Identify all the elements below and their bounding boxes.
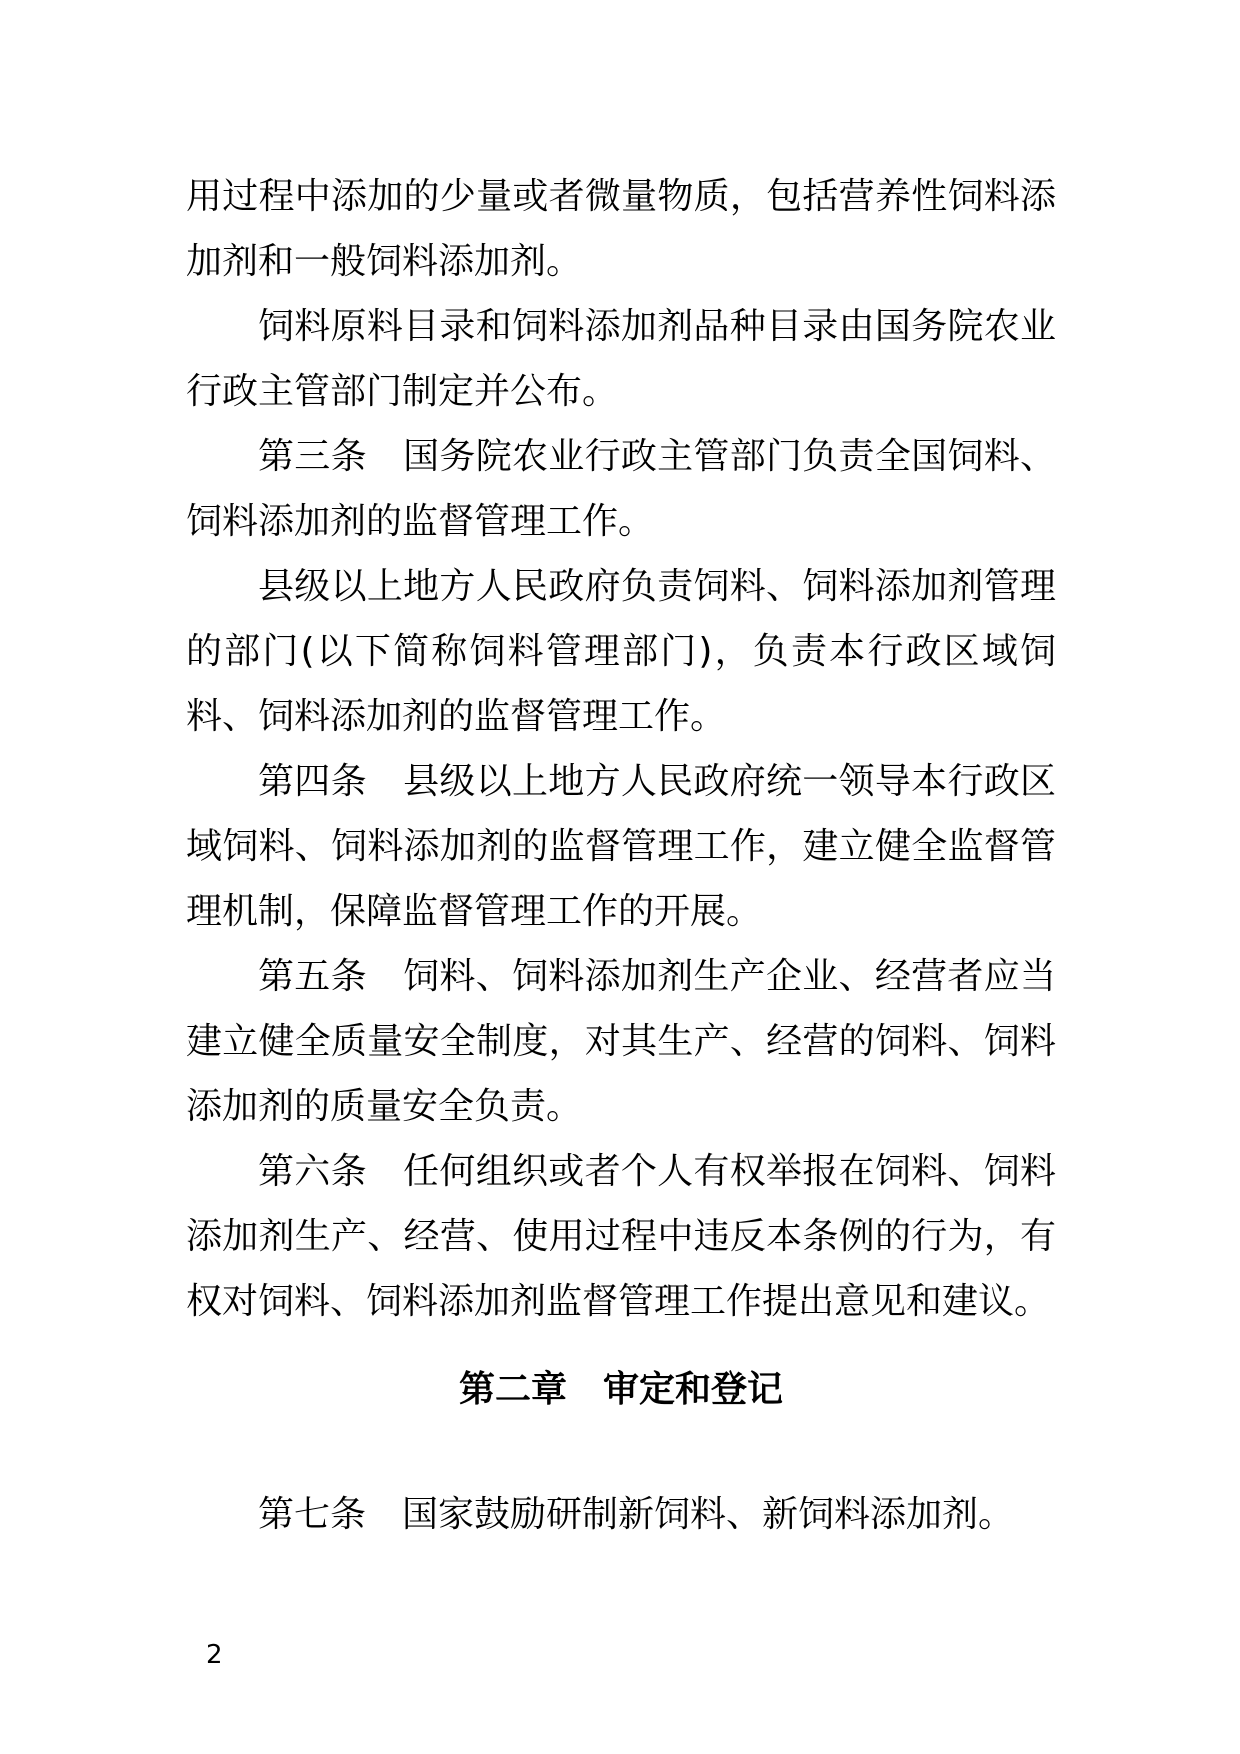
article-5: 第五条 饲料、饲料添加剂生产企业、经营者应当建立健全质量安全制度，对其生产、经营的饲料、饲料添加剂的质量安全负责。 [186,956,1056,1127]
paragraph-1: 用过程中添加的少量或者微量物质，包括营养性饲料添加剂和一般饲料添加剂。 [186,176,1056,282]
document-body [186,164,1056,1547]
article-3: 第三条 国务院农业行政主管部门负责全国饲料、饲料添加剂的监督管理工作。 [186,436,1056,542]
page-number: 2 [206,1640,223,1670]
paragraph-4: 县级以上地方人民政府负责饲料、饲料添加剂管理的部门(以下简称饲料管理部门)，负责本行政区域饲料、饲料添加剂的监督管理工作。 [186,566,1056,737]
article-6: 第六条 任何组织或者个人有权举报在饲料、饲料添加剂生产、经营、使用过程中违反本条例的行为，有权对饲料、饲料添加剂监督管理工作提出意见和建议。 [186,1151,1056,1322]
chapter-heading: 第二章 审定和登记 [458,1369,783,1410]
paragraph-2: 饲料原料目录和饲料添加剂品种目录由国务院农业行政主管部门制定并公布。 [186,306,1056,412]
article-4: 第四条 县级以上地方人民政府统一领导本行政区域饲料、饲料添加剂的监督管理工作，建立健全监督管理机制，保障监督管理工作的开展。 [186,761,1056,932]
article-7: 第七条 国家鼓励研制新饲料、新饲料添加剂。 [258,1494,1015,1535]
